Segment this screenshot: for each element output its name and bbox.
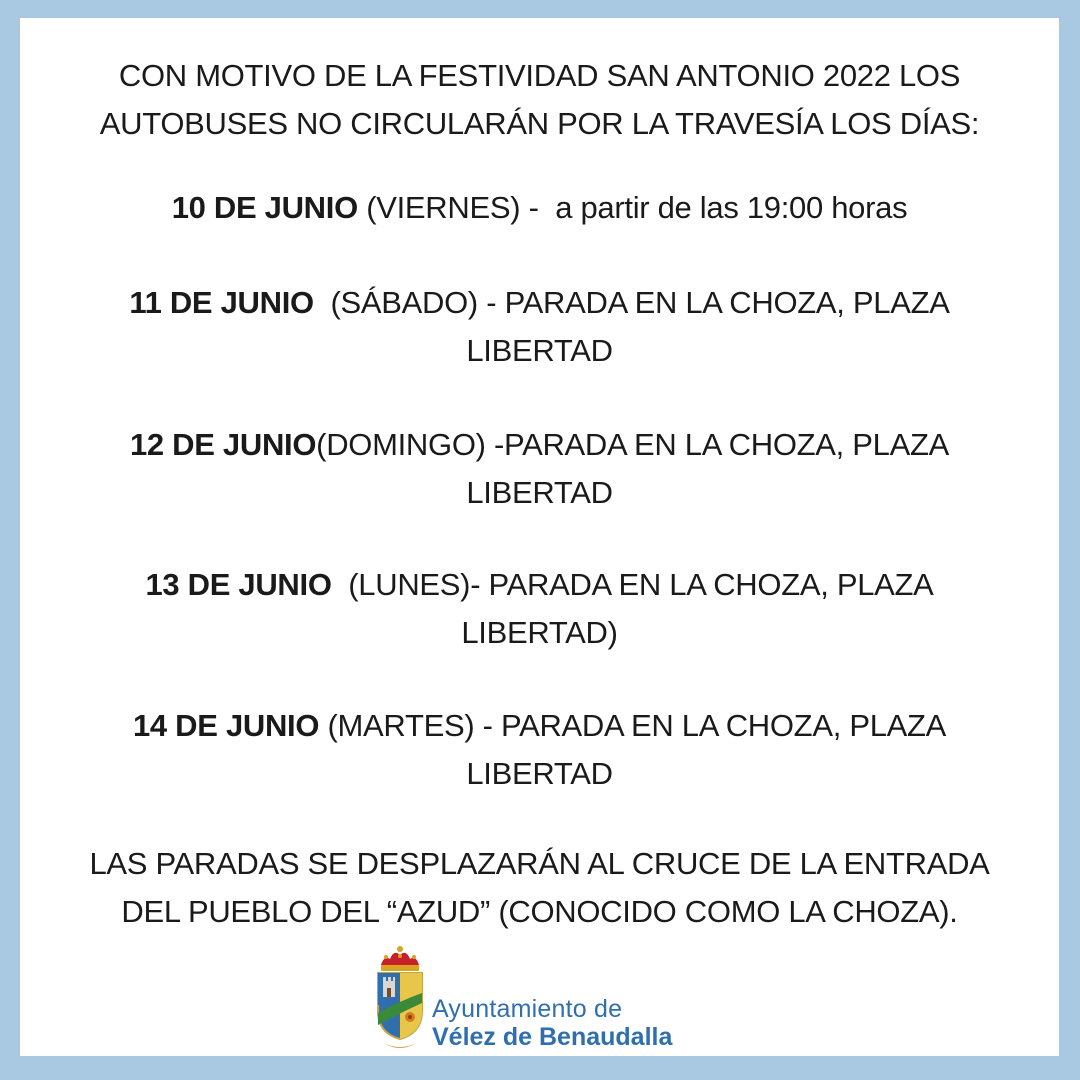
day-detail: (SÁBADO) - PARADA EN LA CHOZA, PLAZA (313, 285, 950, 320)
day-entry-10 (20, 184, 1059, 232)
closing-text (20, 840, 1059, 936)
day-detail: (VIERNES) - a partir de las 19:00 horas (357, 190, 908, 225)
day-date: 13 DE JUNIO (145, 567, 332, 602)
day-entry-12 (20, 421, 1059, 517)
day-entry-14 (20, 702, 1059, 798)
day-date: 10 DE JUNIO (171, 190, 358, 225)
day-date: 11 DE JUNIO (129, 285, 314, 320)
day-detail-line-2: LIBERTAD (466, 475, 613, 510)
logo-line-1: Ayuntamiento de (432, 995, 623, 1023)
day-detail-line-2: LIBERTAD) (461, 615, 618, 650)
day-entry-11 (20, 279, 1059, 375)
day-detail: (DOMINGO) -PARADA EN LA CHOZA, PLAZA (316, 427, 950, 462)
day-entry-13 (20, 561, 1059, 657)
day-detail-line-2: LIBERTAD (466, 756, 613, 791)
day-detail: (LUNES)- PARADA EN LA CHOZA, PLAZA (331, 567, 934, 602)
day-detail-line-2: LIBERTAD (466, 333, 613, 368)
logo-line-2: Vélez de Benaudalla (432, 1023, 673, 1051)
notice-card (20, 18, 1059, 1056)
town-hall-logo (372, 943, 712, 1053)
closing-line-1: LAS PARADAS SE DESPLAZARÁN AL CRUCE DE LA ENTRADA (89, 846, 990, 881)
logo-text (432, 995, 672, 1051)
day-date: 12 DE JUNIO (129, 427, 317, 462)
day-date: 14 DE JUNIO (132, 708, 320, 743)
closing-line-2: DEL PUEBLO DEL “AZUD” (CONOCIDO COMO LA CHOZA). (121, 894, 958, 929)
coat-of-arms-icon (372, 943, 428, 1053)
intro-line-2: AUTOBUSES NO CIRCULARÁN POR LA TRAVESÍA LOS DÍAS: (99, 106, 980, 141)
intro-line-1: CON MOTIVO DE LA FESTIVIDAD SAN ANTONIO 2022 LOS (118, 58, 961, 93)
day-detail: (MARTES) - PARADA EN LA CHOZA, PLAZA (319, 708, 947, 743)
intro-text (20, 52, 1059, 148)
